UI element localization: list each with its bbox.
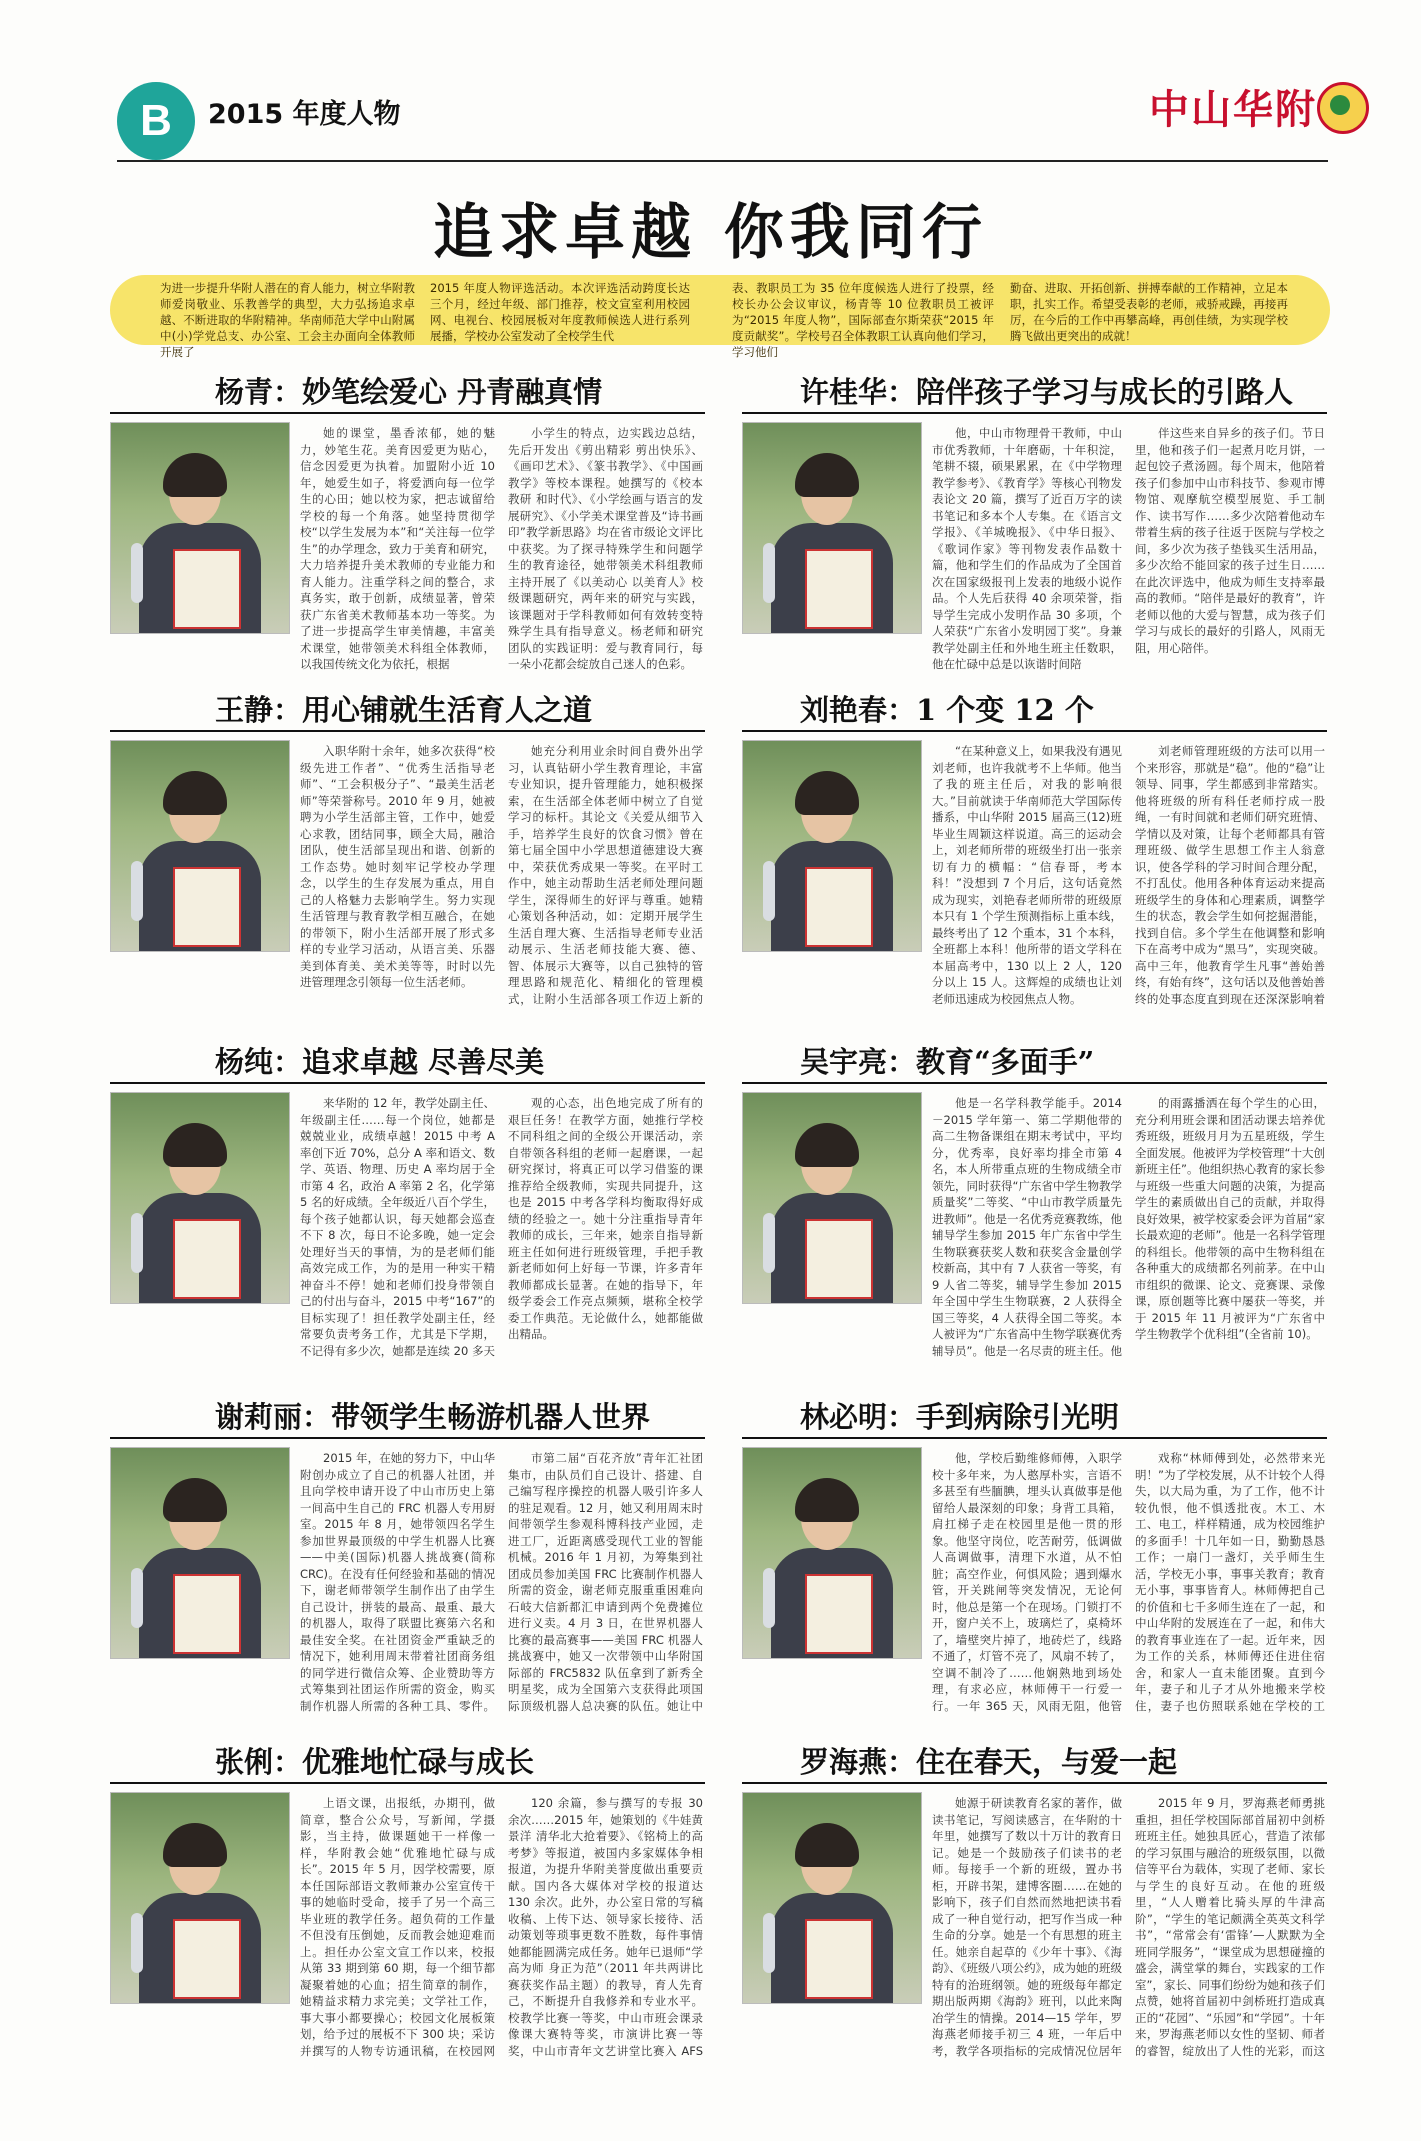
profile-title: 谢莉丽：带领学生畅游机器人世界 xyxy=(215,1400,651,1434)
certificate-icon xyxy=(173,867,241,947)
trophy-icon xyxy=(763,1913,775,1973)
profile-text-1: 她的课堂，墨香浓郁，她的魅力，妙笔生花。美育因爱更为贴心，信念因爱更为执着。加盟附小近 10 年，她爱生如子，将爱洒向每一位学生的心田；她以校为家，把志诚留给学校的每一个角落。她坚持贯彻学校“以学生发展为本”和“关注每一位学生”的办学理念，致力于美育和研究，大力培养提升美术教师的专业能力和育人能力。注重学科之间的整合，求真务实，敢于创新，成绩显著，曾荣获广东省美术教师基本功一等奖。为了进一步提高学生审美情趣，丰富美术课堂，她带领美术科组全体教师，以我国传统文化为依托，根据 xyxy=(300,426,495,671)
profile-text-1: 他，学校后勤维修师傅，入职学校十多年来，为人憨厚朴实，言语不多甚至有些腼腆，埋头认真做事是他留给人最深刻的印象；身背工具箱，肩扛梯子走在校园里是他一贯的形象。他坚守岗位，吃苦耐劳，低调做人高调做事，清理下水道，从不怕脏；高空作业，何惧风险；遇到爆水管，开关跳闸等突发情况，无论何时，他总是第一个在现场。门锁打不开，窗户关不上，玻璃烂了，桌椅坏了，墙壁突片掉了，地砖烂了，线路不通了，灯管不亮了，风扇不转了，空调不制冷了……他娴熟地到场处理，有求必应，林师傅干一行爱一行。一年 365 天，风雨无阻，他管 xyxy=(932,1451,1122,1713)
certificate-icon xyxy=(805,1219,873,1299)
title-underline xyxy=(110,1082,705,1084)
title-underline xyxy=(742,1082,1327,1084)
profile-text-2: 刘老师管理班级的方法可以用一个来形容，那就是“稳”。他的“稳”让领导、同事，学生都感到非常踏实。他将班级的所有科任老师拧成一股绳，一有时间就和老师们研究班情、学情以及对策，让每个老师都具有管理班级、做学生思想工作主人翁意识，使各学科的学习时间合理分配，不打乱仗。他用各种体育运动来提高班级学生的身体和心理素质，调整学生的状态，教会学生如何挖掘潜能，找到自信。多个学生在他调整和影响下在高考中成为“黑马”，实现突破。高中三年，他教育学生凡事“善始善终，有始有终”，这句话以及他善始善终的处事态度直到现在还深深影响着 xyxy=(1135,744,1325,1006)
profile-title: 吴宇亮：教育“多面手” xyxy=(800,1045,1095,1079)
intro-text-2: 2015 年度人物评选活动。本次评选活动跨度长达三个月，经过年级、部门推荐，校文宣室利用校园网、电视台、校园展板对年度教师候选人进行系列展播，学校办公室发动了全校学生代 xyxy=(430,281,690,343)
profile-text-2: 的雨露播洒在每个学生的心田，充分利用班会课和团活动课去培养优秀班级，班级月月为五星班级，学生全面发展。他被评为学校管理“十大创新班主任”。他组织热心教育的家长参与班级一些重大问题的决策，为提高学生的素质做出自己的贡献，并取得良好效果，被学校家委会评为首届“家长最欢迎的老师”。他是一名科学管理的科组长。他带领的高中生物科组在各种重大的成绩都名列前茅。在中山市组织的微课、论文、竞赛课、录像课，原创题等比赛中屡获一等奖，并于 2015 年 11 月被评为“广东省中学生物教学个优科组”(全省前 10)。 xyxy=(1135,1096,1325,1341)
profile-title: 林必明：手到病除引光明 xyxy=(800,1400,1120,1434)
portrait-photo xyxy=(742,422,922,634)
trophy-icon xyxy=(131,1568,143,1628)
certificate-icon xyxy=(173,1574,241,1654)
title-underline xyxy=(110,1437,705,1439)
profile-text-1: “在某种意义上，如果我没有遇见刘老师，也许我就考不上华师。他当了我的班主任后，对我的影响很大。”目前就读于华南师范大学国际传播系，中山华附 2015 届高三(12)班毕业生周颖这样说道。高三的运动会上，刘老师所带的班级坐打出一张亲切有力的横幅：“信春哥，考本科！”没想到 7 个月后，这句话竟然成为现实，刘艳春老师所带的班级原本只有 1 个学生预测指标上重本线，最终考出了 12 个重本，31 个本科，全班都上本科！他所带的语文学科在本届高考中，130 以上 2 人，120 分以上 15 人。这辉煌的成绩也让刘老师迅速成为校园焦点人物。 xyxy=(932,744,1122,1006)
portrait-photo xyxy=(742,1447,922,1659)
certificate-icon xyxy=(173,1219,241,1299)
portrait-hair xyxy=(795,1123,859,1167)
profile-text-2: 120 余篇，参与撰写的专报 30 余次……2015 年，她策划的《牛娃黄景洋 清华北大抢着要》、《铭椅上的高考梦》等报道，被国内多家媒体争相报道，为提升华附美誉度做出重要贡献。国内各大媒体对学校的报道达 130 余次。此外，办公室日常的写稿收稿、上传下达、领导家长接待、活动策划等琐事更数不胜数，每件事情她都能圆满完成任务。她年已退师“学高为师 身正为范”（2011 年共两讲比赛获奖作品主题）的教导，育人先育己，不断提升自我修养和专业水平。校教学比赛一等奖，中山市班会课录像课大赛特等奖，市演讲比赛一等奖，中山市青年文艺讲堂比赛入 AFS xyxy=(508,1796,703,2058)
title-underline xyxy=(110,1782,705,1784)
certificate-icon xyxy=(805,1574,873,1654)
profile-title: 许桂华：陪伴孩子学习与成长的引路人 xyxy=(800,375,1294,409)
profile-title: 王静：用心铺就生活育人之道 xyxy=(215,693,593,727)
title-underline xyxy=(110,730,705,732)
profile-title: 刘艳春：1 个变 12 个 xyxy=(800,693,1094,727)
title-underline xyxy=(110,412,705,414)
title-underline xyxy=(742,730,1327,732)
certificate-icon xyxy=(173,1919,241,1999)
profile-text-2: 2015 年 9 月，罗海燕老师勇挑重担，担任学校国际部首届初中剑桥班班主任。她独具匠心，营造了浓郁的学习氛围与融洽的班级氛围，以微信等平台为载体，实现了老师、家长与学生的良好互动。在他的班级里，“人人赠着比骑头厚的牛津高阶”，“学生的笔记颇满全英英文科学书”，“常常会有‘雷锋’—人默默为全班同学服务”，“课堂成为思想碰撞的盛会，满堂掌的舞台，实践家的工作室”，家长、同事们纷纷为她和孩子们点赞，她将首届初中剑桥班打造成真正的“花园”、“乐园”和“学园”。十年来，罗海燕老师以女性的坚韧、师者的睿智，绽放出了人性的光彩，而这 xyxy=(1135,1796,1325,2058)
certificate-icon xyxy=(805,1919,873,1999)
profile-title: 张俐：优雅地忙碌与成长 xyxy=(215,1745,535,1779)
portrait-hair xyxy=(163,1823,227,1867)
certificate-icon xyxy=(173,549,241,629)
masthead: 中山华附 xyxy=(1149,86,1317,133)
school-logo-icon xyxy=(1317,82,1369,134)
trophy-icon xyxy=(763,543,775,603)
title-underline xyxy=(742,412,1327,414)
trophy-icon xyxy=(131,861,143,921)
header-divider xyxy=(117,160,1328,162)
portrait-photo xyxy=(742,1092,922,1304)
profile-text-2: 戏称“林师傅到处，必然带来光明！”为了学校发展，从不计较个人得失，以大局为重，为了工作，他不计较仇恨，他不惧透批夜。木工、木工、电工，样样精通，成为校园维护的多面手！十几年如一日，勤勤恳恳工作；一扇门一盏灯，关乎师生生活，学校无小事，事事关教育；教育无小事，事事皆育人。林师傅把自己的价值和七千多师生连在了一起，和中山华附的发展连在了一起，和伟大的教育事业连在了一起。近年来，因为工作的关系，林师傅还住进住宿舍，和家人一直未能团聚。直到今年，妻子和儿子才从外地搬来学校住，妻子也仿照联系她在学校的工 xyxy=(1135,1451,1325,1713)
portrait-photo xyxy=(110,740,290,952)
portrait-photo xyxy=(110,1092,290,1304)
portrait-photo xyxy=(110,1447,290,1659)
page-headline: 追求卓越 你我同行 xyxy=(433,198,988,268)
profile-text-1: 入职华附十余年，她多次获得“校级先进工作者”、“优秀生活指导老师”、“工会积极分子”、“最美生活老师”等荣誉称号。2010 年 9 月，她被聘为小学生活部主管，工作中，她爱心求教，团结同事，顾全大局，融洽团队，使生活部呈现出和谐、创新的工作态势。她时刻牢记学校办学理念，以学生的生存发展为重点，用自己的人格魅力去影响学生。努力实现生活管理与教育教学相互融合，在她的带领下，附小生活部开展了形式多样的专业学习活动，从语言美、乐器美到体育美、美术美等等，时时以先进管理理念引领每一位生活老师。 xyxy=(300,744,495,989)
certificate-icon xyxy=(805,549,873,629)
portrait-photo xyxy=(110,1792,290,2004)
portrait-photo xyxy=(742,1792,922,2004)
portrait-photo xyxy=(742,740,922,952)
portrait-hair xyxy=(795,1823,859,1867)
trophy-icon xyxy=(131,1913,143,1973)
intro-text-1: 为进一步提升华附人潜在的育人能力，树立华附教师爱岗敬业、乐教善学的典型，大力弘扬追求卓越、不断进取的华附精神。华南师范大学中山附属中(小)学党总支、办公室、工会主办面向全体教师开展了 xyxy=(160,281,415,359)
profile-text-1: 来华附的 12 年，教学处副主任、年级副主任……每一个岗位，她都是兢兢业业，成绩卓越！2015 中考 A 率创下近 70%，总分 A 率和语文、数学、英语、物理、历史 A 率均居于全市第 4 名，政治 A 率第 2 名，化学第 5 名的好成绩。全年级近八百个学生，每个孩子她都认识，每天她都会巡查不下 8 次，每日不论多晚，她一定会处理好当天的事情，为的是老师们能高效完成工作，为的是用一种实干精神奋斗不停！她和老师们投身带领自己的付出与奋斗，2015 中考“167”的目标实现了！担任教学处副主任，经常要负责考务工作，尤其是下学期，不记得有多少次，她都是连续 20 多天 xyxy=(300,1096,495,1358)
trophy-icon xyxy=(763,1568,775,1628)
intro-text-4: 勤奋、进取、开拓创新、拼搏奉献的工作精神，立足本职，扎实工作。希望受表彰的老师，戒骄戒躁，再接再厉，在今后的工作中再攀高峰，再创佳绩，为实现学校腾飞做出更突出的成就！ xyxy=(1010,281,1288,343)
profile-text-1: 她源于研读教育名家的著作，做读书笔记，写阅读感言，在华附的十年里，她撰写了数以十万计的教育日记。她是一个鼓励孩子们读书的老师。每接手一个新的班级，置办书柜，开辟书架，建博客圈……在她的影响下，孩子们自然而然地把读书看成了一种自觉行动，把写作当成一种生命的分享。她是一个有思想的班主任。她亲自起草的《少年十事》、《海韵》、《班级八项公约》，成为她的班级特有的治班纲领。她的班级每年都定期出版两期《海韵》班刊，以此来陶冶学生的情操。2014—15 学年，罗海燕老师接手初三 4 班，一年后中考，教学各项指标的完成情况位居年 xyxy=(932,1796,1122,2058)
profile-text-1: 2015 年，在她的努力下，中山华附创办成立了自己的机器人社团，并且向学校申请开设了中山市历史上第一间高中生自己的 FRC 机器人专用厨室。2015 年 8 月，她带领四名学生参加世界最顶级的中学生机器人比赛——中美(国际)机器人挑战赛(简称 CRC)。在没有任何经验和基础的情况下，谢老师带领学生制作出了由学生自己设计，拼装的最高、最重、最大的机器人，取得了联盟比赛第六名和最佳安全奖。在社团资金严重缺乏的情况下，她利用周末带着社团商务组的同学进行微信众筹、企业赞助等方式筹集到社团运作所需的资金，购买制作机器人所需的各种工具、零件。 xyxy=(300,1451,495,1713)
title-underline xyxy=(742,1782,1327,1784)
certificate-icon xyxy=(805,867,873,947)
profile-text-1: 上语文课，出报纸，办期刊，做简章，整合公众号，写新闻，学摄影，当主持，做课题她干一样像一样，华附教会她“优雅地忙碌与成长”。2015 年 5 月，因学校需要，原本任国际部语文教师兼办公室宣传干事的她临时受命，接手了另一个高三毕业班的教学任务。超负荷的工作量不但没有压倒她，反而教会她迎难而上。担任办公室文宣工作以来，校报从第 33 期到第 60 期，每一个细节都凝聚着她的心血；招生简章的制作，她精益求精力求完美；文学社工作，事大事小都要操心；校园文化展板策划，给予过的展板不下 300 块；采访并撰写的人物专访通讯稿，在校园网 xyxy=(300,1796,495,2058)
profile-text-2: 小学生的特点，边实践边总结，先后开发出《剪出精彩 剪出快乐》、《画印艺术》、《篆书教学》、《中国画教学》等校本课程。她撰写的《校本教研 和时代》、《小学绘画与语言的发展研究》、《小学美术课堂普及“诗书画印”教学新思路》均在省市级论文评比中获奖。为了探寻特殊学生和问题学生的教育途径，她带领美术科组教师主持开展了《以美动心 以美育人》校级课题研究，两年来的研究与实践，该课题对于学科教师如何有效转变特殊学生具有指导意义。杨老师和研究团队的实践证明：爱与教育同行，每一朵小花都会绽放自己迷人的色彩。 xyxy=(508,426,703,671)
portrait-hair xyxy=(795,453,859,497)
profile-text-2: 观的心态，出色地完成了所有的艰巨任务！在教学方面，她推行学校不同科组之间的全级公开课活动，亲自带领各科组的老师一起磨课，一起研究探讨，将真正可以学习借鉴的课推荐给全级教师，实现共同提升，这也是 2015 中考各学科均衡取得好成绩的经验之一。她十分注重指导青年教师的成长，三年来，她亲自指导新班主任如何进行班级管理，手把手教新老师如何上好每一节课，许多青年教师都成长显著。在她的指导下，年级学委会工作亮点频频，堪称全校学委工作典范。无论做什么，她都能做出精品。 xyxy=(508,1096,703,1341)
profile-title: 罗海燕：住在春天，与爱一起 xyxy=(800,1745,1178,1779)
intro-text-3: 表、教职员工为 35 位年度候选人进行了投票，经校长办公会议审议，杨青等 10 位教职员工被评为“2015 年度人物”，国际部查尔斯荣获“2015 年度贡献奖”。学校号召全体教职工认真向他们学习，学习他们 xyxy=(732,281,994,359)
trophy-icon xyxy=(763,1213,775,1273)
profile-text-2: 伴这些来自异乡的孩子们。节日里，他和孩子们一起煮月吃月饼，一起包饺子煮汤圆。每个周末，他陪着孩子们参加中山市科技节、参观市博物馆、观摩航空模型展览、手工制作、读书写作……多少次陪着他动车带着生病的孩子往返于医院与学校之间，多少次为孩子垫钱买生活用品，多少次给不能回家的孩子过生日……在此次评选中，他成为师生支持率最高的教师。“陪伴是最好的教育”，许老师以他的大爱与智慧，成为孩子们学习与成长的最好的引路人，风雨无阻，用心陪伴。 xyxy=(1135,426,1325,655)
profile-title: 杨纯：追求卓越 尽善尽美 xyxy=(215,1045,545,1079)
portrait-hair xyxy=(795,771,859,815)
portrait-hair xyxy=(163,1123,227,1167)
portrait-photo xyxy=(110,422,290,634)
trophy-icon xyxy=(131,1213,143,1273)
section-badge: B xyxy=(117,82,195,160)
portrait-hair xyxy=(163,771,227,815)
profile-text-1: 他是一名学科教学能手。2014－2015 学年第一、第二学期他带的高二生物备课组在期末考试中，平均分，优秀率，良好率均排全市第 4 名，本人所带重点班的生物成绩全市领先，同时获得“广东省中学生物教学质量奖”二等奖、“中山市教学质量先进教师”。他是一名优秀竞赛教练，他辅导学生参加 2015 年广东省中学生生物联赛获奖人数和获奖含金量创学校新高，其中有 7 人获省一等奖，有 9 人省二等奖，辅导学生参加 2015 年全国中学生生物联赛，2 人获得全国三等奖，4 人获得全国二等奖。本人被评为“广东省高中生物学联赛优秀辅导员”。他是一名尽责的班主任。他 xyxy=(932,1096,1122,1358)
portrait-hair xyxy=(163,1478,227,1522)
trophy-icon xyxy=(763,861,775,921)
trophy-icon xyxy=(131,543,143,603)
profile-title: 杨青：妙笔绘爱心 丹青融真情 xyxy=(215,375,603,409)
portrait-hair xyxy=(795,1478,859,1522)
portrait-hair xyxy=(163,453,227,497)
profile-text-2: 市第二届“百花齐放”青年汇社团集市，由队员们自己设计、搭建、自己编写程序操控的机器人吸引许多人的驻足观看。12 月，她又利用周末时间带领学生参观科博科技产业园，走进工厂，近距离感受现代工业的智能机械。2016 年 1 月初，为筹集到社团成员参加美国 FRC 比赛制作机器人所需的资金，谢老师克服重重困难向石岐大信新都汇申请到两个免费摊位进行义卖。4 月 3 日，在世界机器人比赛的最高赛事——美国 FRC 机器人挑战赛中，她又一次带领中山华附国际部的 FRC5832 队伍拿到了新秀全明星奖，成为全国第六支获得此项国际顶级机器人总决赛的队伍。她让中 xyxy=(508,1451,703,1713)
section-title: 2015 年度人物 xyxy=(208,99,401,130)
profile-text-2: 她充分利用业余时间自费外出学习，认真钻研小学生教育理论，丰富专业知识，提升管理能力，她积极探索，在生活部全体老师中树立了自觉学习的标杆。其论文《关爱从细节入手，培养学生良好的饮食习惯》曾在第七届全国中小学思想道德建设大赛中，荣获优秀成果一等奖。在平时工作中，她主动帮助生活老师处理问题学生，深得师生的好评与尊重。她精心策划各种活动，如：定期开展学生生活自理大赛、生活指导老师专业活动展示、生活老师技能大赛、德、智、体展示大赛等，以自己独特的管理思路和规范化、精细化的管理模式，让附小生活部各项工作迈上新的 xyxy=(508,744,703,1006)
profile-text-1: 他，中山市物理骨干教师，中山市优秀教师，十年磨砺，十年积淀，笔耕不辍，硕果累累，在《中学物理教学参考》、《教育学》等核心刊物发表论文 20 篇，撰写了近百万字的读书笔记和多本个人专集。在《语言文学报》、《羊城晚报》、《中华日报》、《歌词作家》等刊物发表作品数十篇，他和学生们的作品成为了全国首次在国家级报刊上发表的地级小说作品。个人先后获得 40 余项荣誉，指导学生完成小发明作品 30 多项，个人荣获“广东省小发明园丁奖”。身兼教学处副主任和外地生班主任数职，他在忙碌中总是以诙谐时间陪 xyxy=(932,426,1122,671)
title-underline xyxy=(742,1437,1327,1439)
